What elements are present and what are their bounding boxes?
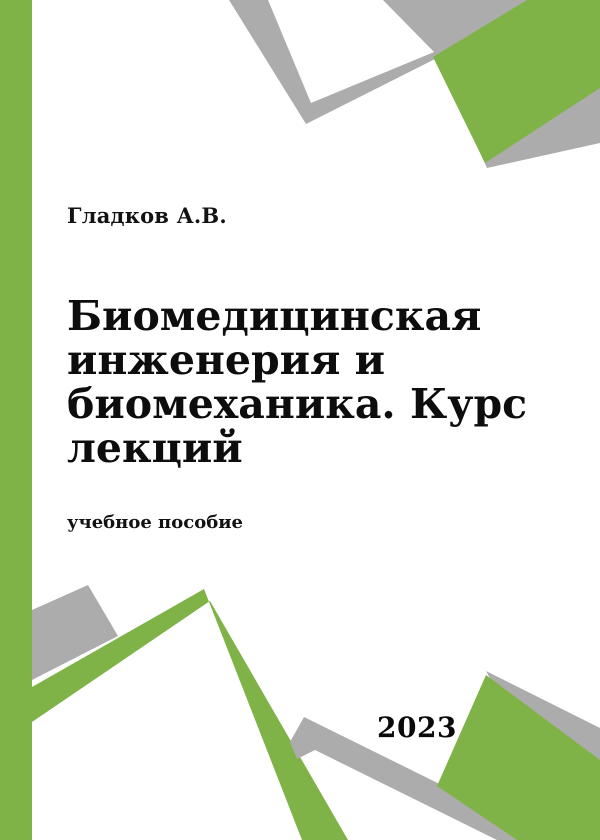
title-line-1: Биомедицинская [67,292,482,340]
author-name: Гладков А.В. [67,203,227,228]
title-line-3: биомеханика. Курс [67,380,528,428]
green-left-stripe [0,0,32,840]
year-label: 2023 [377,711,457,744]
title-line-2: инженерия и [67,336,386,384]
subtitle: учебное пособие [67,512,244,533]
book-title [67,294,527,470]
title-line-4: лекций [67,424,243,472]
